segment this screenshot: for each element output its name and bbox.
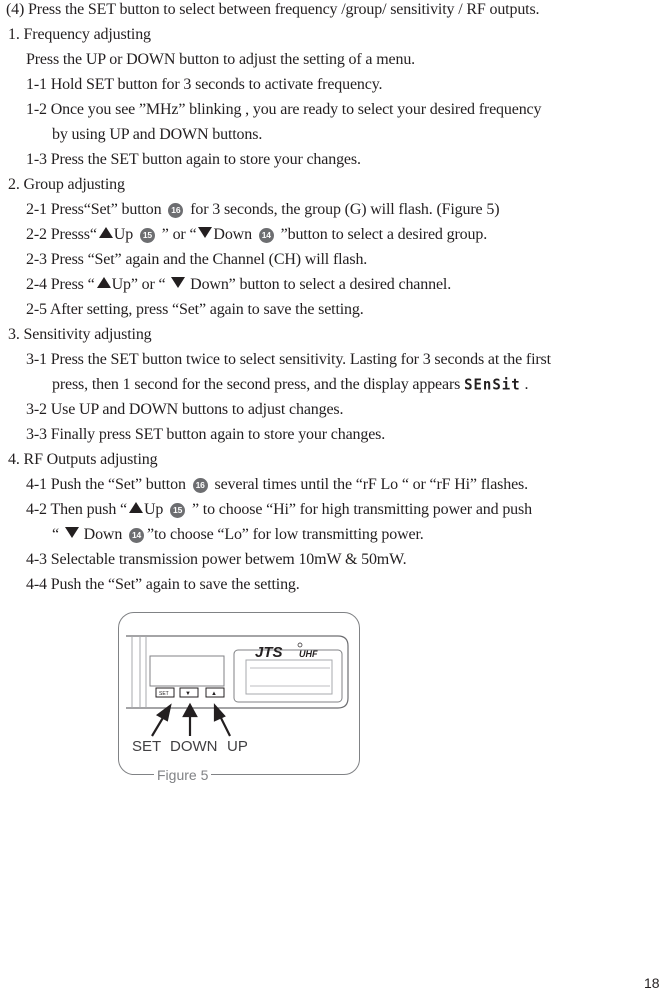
step-2-5: 2-5 After setting, press “Set” again to save the setting.	[26, 301, 364, 318]
step-4-2-cont	[52, 525, 424, 545]
text-segment: Up	[113, 226, 134, 243]
down-arrow-head	[184, 705, 196, 716]
up-button-glyph: ▲	[211, 691, 217, 697]
step-4-2	[26, 500, 532, 520]
down-button-number-badge: 14	[129, 528, 144, 543]
text-segment: press, then 1 second for the second press, and the display appears	[52, 376, 461, 393]
down-button-glyph: ▼	[185, 691, 191, 697]
down-label: DOWN	[170, 738, 218, 755]
text-segment: 2-4 Press “	[26, 276, 95, 293]
step-4-4: 4-4 Push the “Set” again to save the setting.	[26, 576, 300, 593]
up-label: UP	[227, 738, 248, 755]
text-segment: Up	[144, 501, 164, 518]
triangle-down-icon	[171, 277, 185, 288]
up-button-number-badge: 15	[170, 503, 185, 518]
text-segment: ” to choose “Hi” for high transmitting power and push	[191, 501, 532, 518]
up-button-number-badge: 15	[140, 228, 155, 243]
text-segment: 2-1 Press“Set” button	[26, 201, 162, 218]
figure-caption: Figure 5	[154, 766, 211, 784]
text-segment: Down” button to select a desired channel.	[190, 276, 452, 293]
band-label: UHF	[299, 649, 318, 659]
text-segment: 4-1 Push the “Set” button	[26, 476, 186, 493]
step-2-1	[26, 200, 499, 220]
text-segment: ”button to select a desired group.	[280, 226, 488, 243]
heading-rf-outputs: 4. RF Outputs adjusting	[8, 451, 158, 468]
text-segment: ”to choose “Lo” for low transmitting power.	[147, 526, 424, 543]
step-3-1: 3-1 Press the SET button twice to select sensitivity. Lasting for 3 seconds at the first	[26, 351, 551, 368]
set-button-number-badge: 16	[168, 203, 183, 218]
step-1-3: 1-3 Press the SET button again to store your changes.	[26, 151, 361, 168]
step-1-2-cont: by using UP and DOWN buttons.	[52, 126, 263, 143]
up-arrow-line	[220, 716, 230, 736]
text-segment: Down	[83, 526, 123, 543]
heading-sensitivity: 3. Sensitivity adjusting	[8, 326, 152, 343]
triangle-down-icon	[65, 527, 79, 538]
section-heading: (4) Press the SET button to select between frequency /group/ sensitivity / RF outputs.	[6, 1, 540, 18]
set-arrow-line	[152, 716, 164, 736]
step-2-3: 2-3 Press “Set” again and the Channel (CH) will flash.	[26, 251, 368, 268]
text-segment: 4-2 Then push “	[26, 501, 127, 518]
lcd-window	[150, 656, 224, 686]
step-2-2	[26, 225, 487, 245]
text-segment: “	[52, 526, 59, 543]
step-3-3: 3-3 Finally press SET button again to store your changes.	[26, 426, 386, 443]
text-line: Press the UP or DOWN button to adjust the setting of a menu.	[26, 51, 416, 68]
triangle-up-icon	[129, 502, 143, 513]
step-2-4	[26, 275, 451, 295]
down-button-number-badge: 14	[259, 228, 274, 243]
set-button-label: SET	[159, 691, 169, 697]
registered-mark-icon	[298, 643, 302, 647]
brand-logo: JTS	[255, 644, 283, 661]
text-segment: for 3 seconds, the group (G) will flash. (Figure 5)	[190, 201, 500, 218]
set-button-number-badge: 16	[193, 478, 208, 493]
triangle-down-icon	[198, 227, 212, 238]
text-segment: Up” or “	[111, 276, 166, 293]
step-4-1	[26, 475, 528, 495]
set-label: SET	[132, 738, 162, 755]
text-segment: several times until the “rF Lo “ or “rF Hi” flashes.	[214, 476, 528, 493]
step-3-2: 3-2 Use UP and DOWN buttons to adjust changes.	[26, 401, 344, 418]
step-1-2: 1-2 Once you see ”MHz” blinking , you are ready to select your desired frequency	[26, 101, 542, 118]
right-panel-inner	[246, 660, 332, 694]
triangle-up-icon	[99, 227, 113, 238]
pointer-arrows	[152, 705, 230, 736]
page-number: 18	[644, 975, 660, 991]
text-segment: 2-2 Presss“	[26, 226, 97, 243]
step-3-1-cont	[52, 375, 528, 395]
heading-frequency: 1. Frequency adjusting	[8, 26, 151, 43]
heading-group: 2. Group adjusting	[8, 176, 125, 193]
step-1-1: 1-1 Hold SET button for 3 seconds to activate frequency.	[26, 76, 383, 93]
triangle-up-icon	[97, 277, 111, 288]
lcd-display-text: SEnSit	[464, 376, 521, 394]
text-segment: ” or “	[161, 226, 197, 243]
text-segment: Down	[213, 226, 252, 243]
text-segment: .	[524, 376, 529, 393]
step-4-3: 4-3 Selectable transmission power betwem 10mW & 50mW.	[26, 551, 407, 568]
